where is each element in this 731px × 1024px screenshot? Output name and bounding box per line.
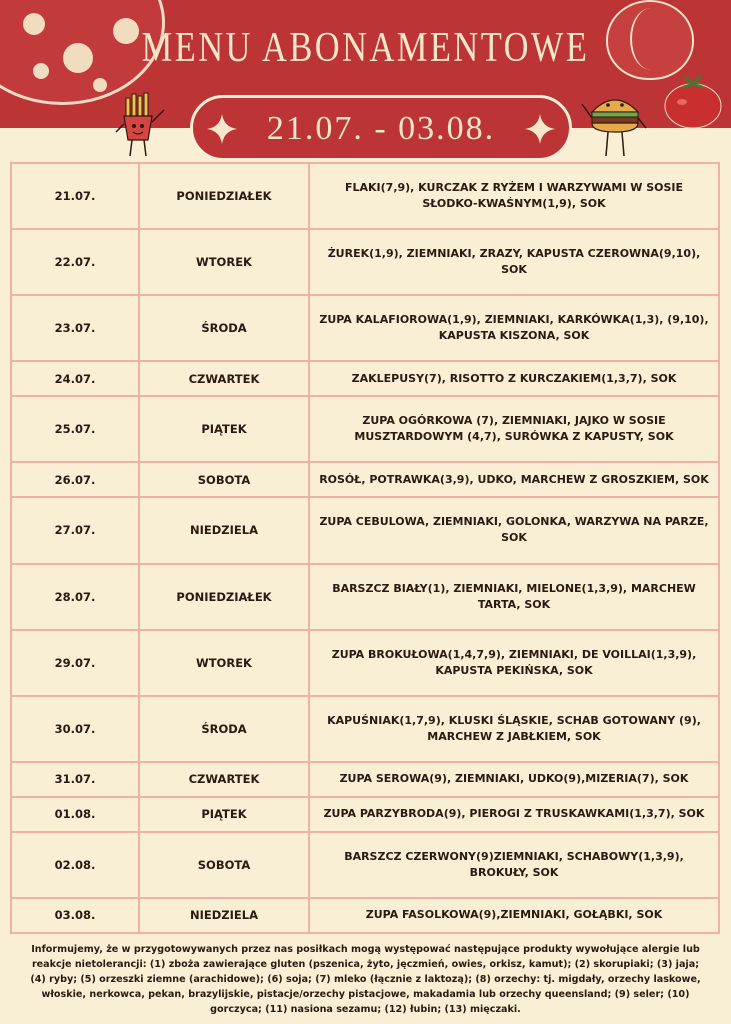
menu-day: ŚRODA xyxy=(139,295,309,361)
menu-meal: ZUPA SEROWA(9), ZIEMNIAKI, UDKO(9),MIZERIA(7), SOK xyxy=(309,762,719,797)
menu-row xyxy=(11,762,719,797)
menu-row xyxy=(11,564,719,630)
menu-row xyxy=(11,630,719,696)
menu-day: PIĄTEK xyxy=(139,396,309,462)
menu-day: CZWARTEK xyxy=(139,361,309,396)
menu-date: 24.07. xyxy=(11,361,139,396)
menu-row xyxy=(11,163,719,229)
menu-day: ŚRODA xyxy=(139,696,309,762)
menu-date: 01.08. xyxy=(11,797,139,832)
menu-meal: ZUPA KALAFIOROWA(1,9), ZIEMNIAKI, KARKÓWKA(1,3), (9,10), KAPUSTA KISZONA, SOK xyxy=(309,295,719,361)
menu-day: WTOREK xyxy=(139,229,309,295)
menu-meal: ZUPA CEBULOWA, ZIEMNIAKI, GOLONKA, WARZYWA NA PARZE, SOK xyxy=(309,497,719,563)
menu-meal: BARSZCZ BIAŁY(1), ZIEMNIAKI, MIELONE(1,3,9), MARCHEW TARTA, SOK xyxy=(309,564,719,630)
menu-date: 21.07. xyxy=(11,163,139,229)
menu-day: NIEDZIELA xyxy=(139,497,309,563)
date-range-pill xyxy=(190,95,572,161)
date-range-label: 21.07. - 03.08. xyxy=(266,110,496,147)
menu-row xyxy=(11,797,719,832)
menu-date: 02.08. xyxy=(11,832,139,898)
fries-mascot-icon xyxy=(112,92,172,162)
menu-date: 30.07. xyxy=(11,696,139,762)
menu-day: PONIEDZIAŁEK xyxy=(139,163,309,229)
menu-meal: FLAKI(7,9), KURCZAK Z RYŻEM I WARZYWAMI W SOSIE SŁODKO-KWAŚNYM(1,9), SOK xyxy=(309,163,719,229)
menu-date: 03.08. xyxy=(11,898,139,933)
menu-day: PIĄTEK xyxy=(139,797,309,832)
menu-day: WTOREK xyxy=(139,630,309,696)
menu-meal: ZUPA PARZYBRODA(9), PIEROGI Z TRUSKAWKAMI(1,3,7), SOK xyxy=(309,797,719,832)
menu-row xyxy=(11,462,719,497)
menu-date: 31.07. xyxy=(11,762,139,797)
menu-date: 28.07. xyxy=(11,564,139,630)
burger-mascot-icon xyxy=(580,92,650,162)
menu-meal: ROSÓŁ, POTRAWKA(3,9), UDKO, MARCHEW Z GROSZKIEM, SOK xyxy=(309,462,719,497)
menu-date: 27.07. xyxy=(11,497,139,563)
menu-day: NIEDZIELA xyxy=(139,898,309,933)
menu-row xyxy=(11,295,719,361)
menu-date: 26.07. xyxy=(11,462,139,497)
menu-meal: ZUPA BROKUŁOWA(1,4,7,9), ZIEMNIAKI, DE VOILLAI(1,3,9), KAPUSTA PEKIŃSKA, SOK xyxy=(309,630,719,696)
menu-date: 22.07. xyxy=(11,229,139,295)
allergen-note: Informujemy, że w przygotowywanych przez nas posiłkach mogą występować następujące produkty wywołujące alergie lub reakcje nietolerancji: (1) zboża zawierające gluten (pszenica, żyto, jęczmień, owies, orkisz, kamut); (2) skorupiaki; (3) jaja; (4) ryby; (5) orzeszki ziemne (arachidowe); (6) soja; (7) mleko (łącznie z laktozą); (8) orzechy: tj. migdały, orzechy laskowe, włoskie, nerkowca, pekan, brazylijskie, pistacje/orzechy pistacjowe, makadamia lub orzechy queensland; (9) seler; (10) gorczyca; (11) nasiona sezamu; (12) łubin; (13) mięczaki. xyxy=(30,944,701,1015)
menu-row xyxy=(11,361,719,396)
menu-meal: ZUPA FASOLKOWA(9),ZIEMNIAKI, GOŁĄBKI, SOK xyxy=(309,898,719,933)
menu-meal: ZUPA OGÓRKOWA (7), ZIEMNIAKI, JAJKO W SOSIE MUSZTARDOWYM (4,7), SURÓWKA Z KAPUSTY, SOK xyxy=(309,396,719,462)
menu-row xyxy=(11,229,719,295)
menu-row xyxy=(11,832,719,898)
menu-row xyxy=(11,898,719,933)
menu-day: SOBOTA xyxy=(139,462,309,497)
menu-meal: BARSZCZ CZERWONY(9)ZIEMNIAKI, SCHABOWY(1,3,9), BROKUŁY, SOK xyxy=(309,832,719,898)
sparkle-icon xyxy=(525,114,555,144)
menu-row xyxy=(11,396,719,462)
menu-day: SOBOTA xyxy=(139,832,309,898)
menu-day: CZWARTEK xyxy=(139,762,309,797)
page-title: MENU ABONAMENTOWE xyxy=(141,25,590,71)
tomato-icon xyxy=(662,74,724,130)
menu-meal: KAPUŚNIAK(1,7,9), KLUSKI ŚLĄSKIE, SCHAB GOTOWANY (9), MARCHEW Z JABŁKIEM, SOK xyxy=(309,696,719,762)
menu-meal: ŻUREK(1,9), ZIEMNIAKI, ZRAZY, KAPUSTA CZEROWNA(9,10), SOK xyxy=(309,229,719,295)
menu-row xyxy=(11,696,719,762)
menu-meal: ZAKLEPUSY(7), RISOTTO Z KURCZAKIEM(1,3,7), SOK xyxy=(309,361,719,396)
menu-date: 29.07. xyxy=(11,630,139,696)
menu-date: 23.07. xyxy=(11,295,139,361)
menu-date: 25.07. xyxy=(11,396,139,462)
menu-day: PONIEDZIAŁEK xyxy=(139,564,309,630)
menu-table xyxy=(10,162,720,934)
menu-row xyxy=(11,497,719,563)
